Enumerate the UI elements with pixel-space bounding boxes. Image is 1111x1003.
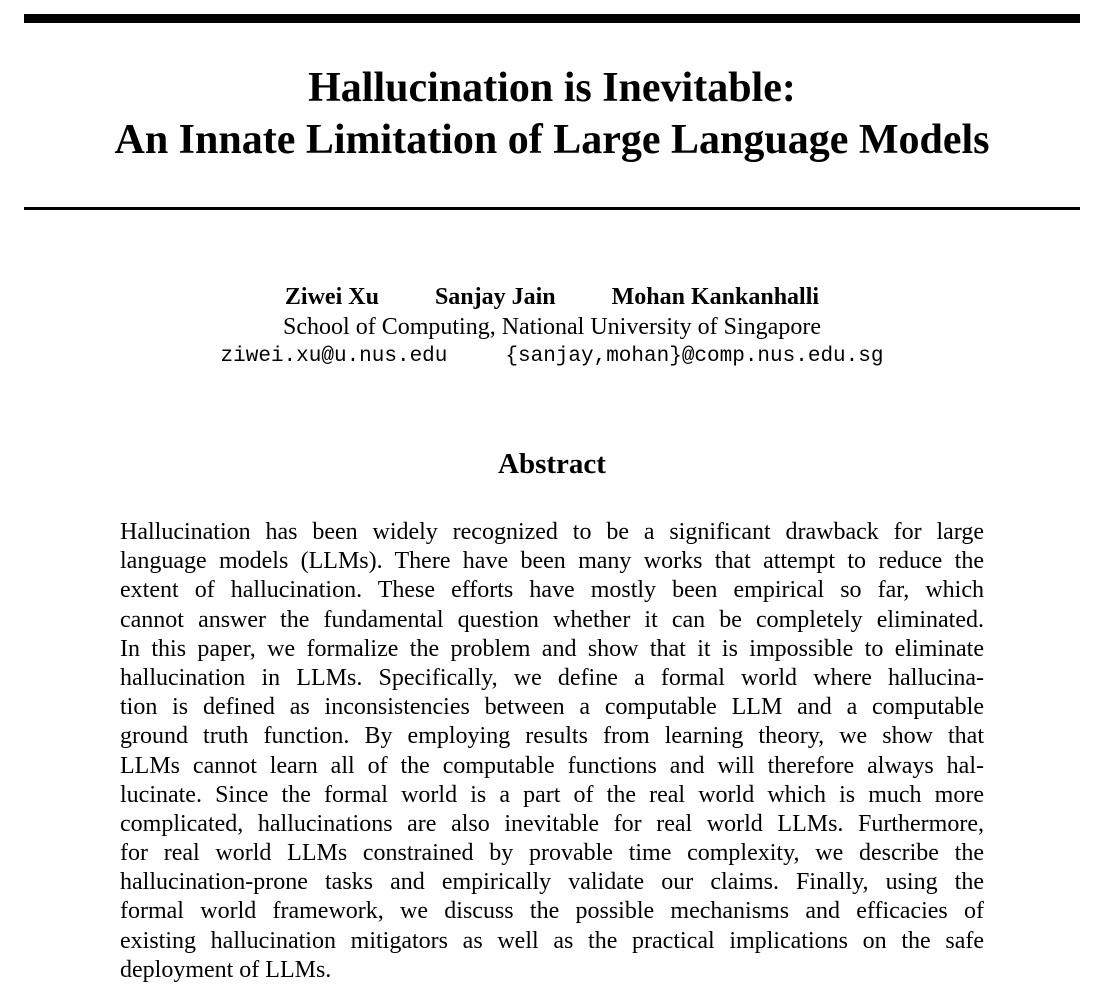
author-list [24, 282, 1080, 312]
title-bottom-rule [24, 207, 1080, 210]
abstract-line: tion is defined as inconsistencies between a computable LLM and a computable [120, 694, 984, 721]
title-line-2: An Innate Limitation of Large Language Models [114, 117, 990, 163]
abstract-line: LLMs cannot learn all of the computable functions and will therefore always hal- [120, 752, 984, 779]
abstract-line: extent of hallucination. These efforts have mostly been empirical so far, which [120, 577, 984, 604]
author-name: Ziwei Xu [284, 284, 379, 310]
email-address: {sanjay,mohan}@comp.nus.edu.sg [505, 345, 884, 368]
abstract-line: deployment of LLMs. [120, 956, 332, 983]
abstract-line: language models (LLMs). There have been many works that attempt to reduce the [120, 548, 984, 575]
abstract-line: formal world framework, we discuss the possible mechanisms and efficacies of [120, 898, 984, 925]
abstract-body [120, 518, 984, 985]
abstract-heading: Abstract [498, 448, 606, 480]
abstract-line: hallucination in LLMs. Specifically, we define a formal world where hallucina- [120, 664, 984, 691]
abstract-line: cannot answer the fundamental question whether it can be completely eliminated. [120, 606, 984, 633]
author-emails [24, 342, 1080, 372]
author-name: Sanjay Jain [434, 284, 556, 310]
author-name: Mohan Kankanhalli [611, 284, 820, 310]
abstract-line: complicated, hallucinations are also inevitable for real world LLMs. Furthermore, [120, 810, 984, 837]
abstract-line: In this paper, we formalize the problem and show that it is impossible to eliminate [120, 635, 984, 662]
email-address: ziwei.xu@u.nus.edu [220, 345, 448, 368]
abstract-line: ground truth function. By employing results from learning theory, we show that [120, 723, 984, 750]
abstract-line: lucinate. Since the formal world is a part of the real world which is much more [120, 781, 984, 808]
title-line-1: Hallucination is Inevitable: [308, 65, 796, 111]
abstract-line: existing hallucination mitigators as well as the practical implications on the safe [120, 927, 984, 954]
affiliation: School of Computing, National University of Singapore [283, 314, 821, 340]
abstract-line: hallucination-prone tasks and empirically validate our claims. Finally, using the [120, 869, 984, 896]
paper-title [24, 62, 1080, 166]
abstract-line: Hallucination has been widely recognized to be a significant drawback for large [120, 519, 984, 545]
top-rule [24, 14, 1080, 23]
abstract-line: for real world LLMs constrained by provable time complexity, we describe the [120, 840, 984, 867]
